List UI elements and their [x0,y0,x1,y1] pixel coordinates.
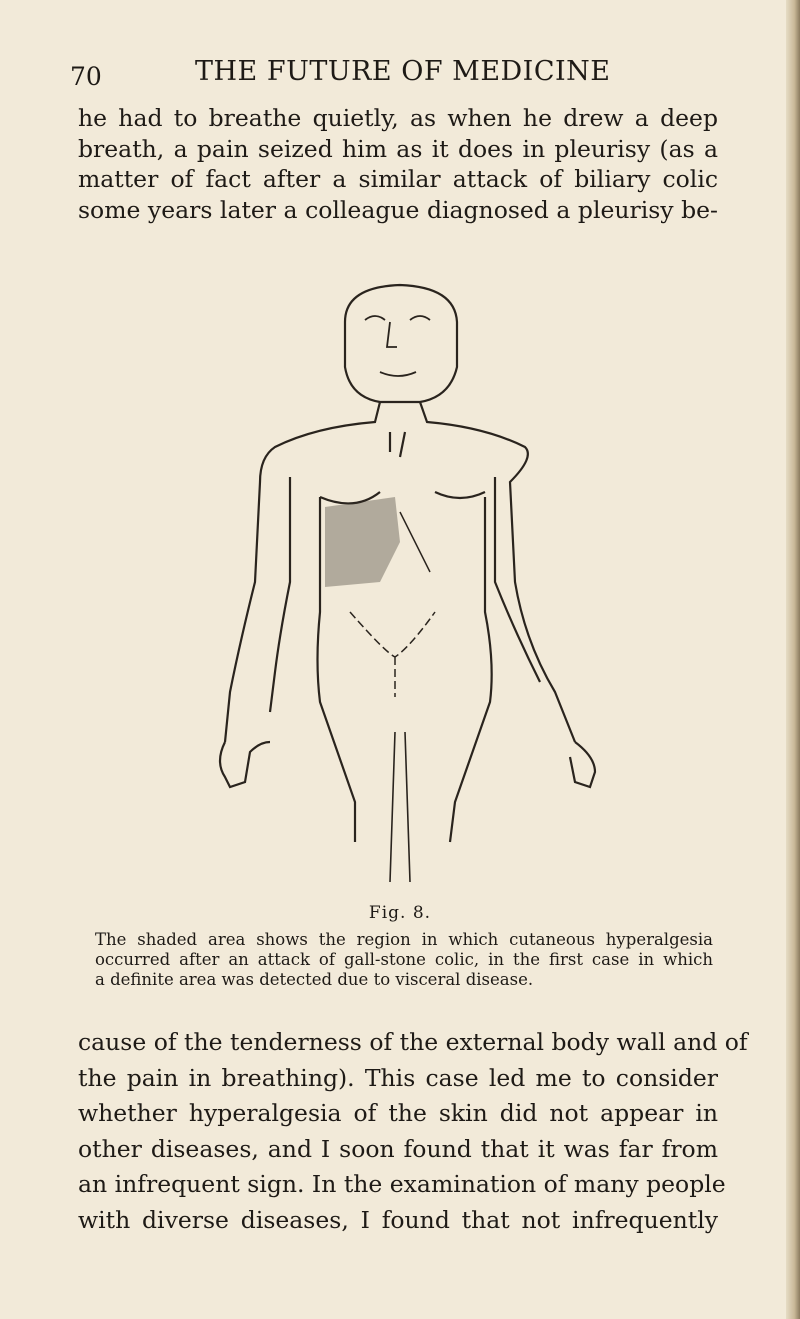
right-inner-arm [495,477,540,682]
text-line: with diverse diseases, I found that not infrequently [78,1205,718,1234]
sternum-mark [390,432,405,457]
paragraph-top [78,103,718,225]
pelvis-lines [350,612,435,697]
text-line: breath, a pain seized him as it does in pleurisy (as a [78,134,718,163]
right-hand [570,742,595,787]
caption-line: The shaded area shows the region in which cutaneous hyperalgesia [95,930,713,949]
inner-legs [390,732,410,882]
caption-line: a definite area was detected due to visceral disease. [95,970,534,989]
paragraph-bottom [78,1025,748,1238]
text-line: cause of the tenderness of the external body wall and of [78,1028,748,1056]
text-line: an infrequent sign. In the examination of many people [78,1170,726,1198]
body-outline-figure [195,282,755,882]
text-line: other diseases, and I soon found that it was far from [78,1134,718,1163]
chest-lines [320,492,485,503]
text-line: matter of fact after a similar attack of biliary colic [78,165,718,193]
right-shoulder-arm [420,402,575,742]
figure-caption [95,930,713,990]
head-outline [345,285,457,402]
page-edge-shadow [786,0,800,1319]
abdomen-line [400,512,430,572]
figure-label: Fig. 8. [368,903,432,923]
page-number: 70 [70,62,102,91]
text-line: some years later a colleague diagnosed a pleurisy be- [78,195,718,224]
text-line: the pain in breathing). This case led me to consider [78,1063,718,1092]
left-hand [220,742,270,787]
left-inner-arm [270,477,290,712]
text-line: he had to breathe quietly, as when he drew a deep [78,104,718,132]
shaded-hyperalgesia-area [325,497,400,587]
caption-line: occurred after an attack of gall-stone colic, in the first case in which [95,950,713,969]
face-features [365,316,430,376]
text-line: whether hyperalgesia of the skin did not appear in [78,1099,718,1127]
running-title: THE FUTURE OF MEDICINE [195,56,611,87]
